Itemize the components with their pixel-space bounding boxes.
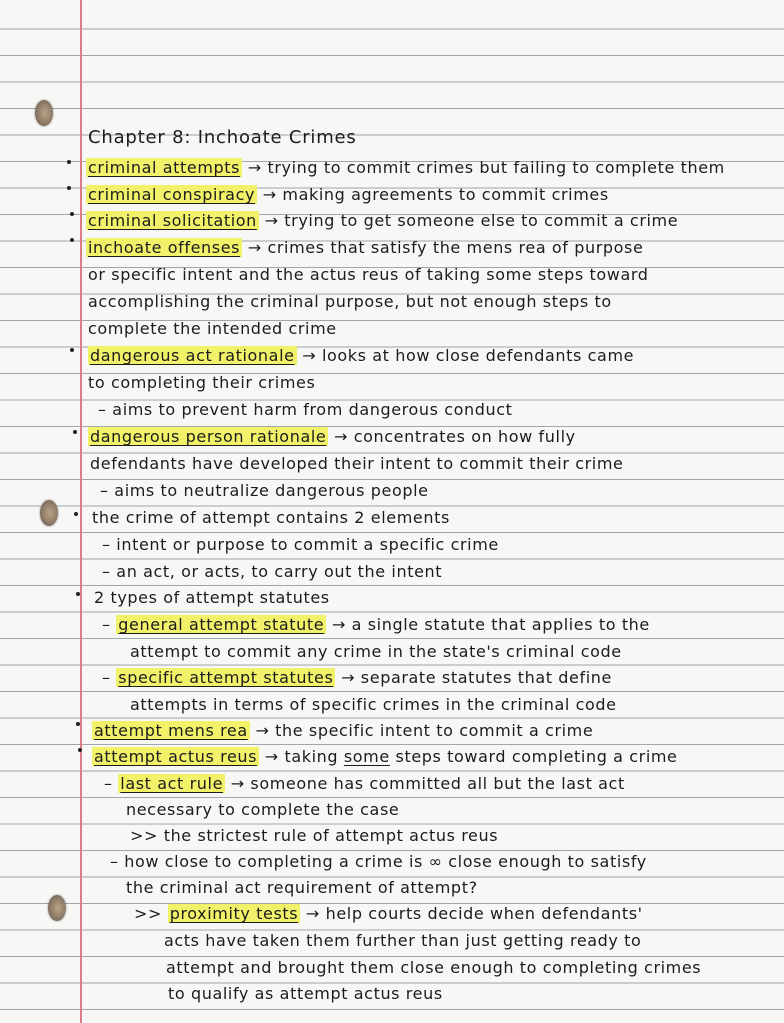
note-line: the criminal act requirement of attempt? — [126, 878, 478, 897]
note-line: >> the strictest rule of attempt actus reus — [130, 826, 499, 845]
definition: the specific intent to commit a crime — [269, 721, 594, 740]
highlighted-term: attempt mens rea — [94, 721, 248, 740]
note-line: – aims to prevent harm from dangerous conduct — [98, 400, 513, 419]
note-line — [104, 774, 625, 794]
dash: – — [102, 615, 117, 634]
highlighted-term: criminal conspiracy — [88, 185, 256, 204]
note-line: accomplishing the criminal purpose, but not enough steps to — [88, 292, 612, 311]
bullet-dot — [70, 212, 74, 216]
arrow: → — [255, 721, 270, 740]
definition: separate statutes that define — [355, 668, 612, 687]
highlighted-term: criminal attempts — [88, 158, 241, 177]
bullet-dot — [76, 592, 80, 596]
note-line: acts have taken them further than just getting ready to — [164, 931, 642, 950]
highlighted-term: proximity tests — [169, 904, 299, 923]
definition: a single statute that applies to the — [345, 615, 650, 634]
bullet-dot — [67, 186, 71, 190]
scribble-mark: ∞ — [428, 852, 443, 871]
note-line: necessary to complete the case — [126, 800, 400, 819]
note-line — [102, 615, 650, 635]
arrow: → — [341, 668, 356, 687]
definition: someone has committed all but the last act — [244, 774, 625, 793]
bullet-dot — [70, 238, 74, 242]
binder-hole — [35, 100, 53, 126]
margin-line — [80, 0, 82, 1023]
prefix: >> — [134, 904, 168, 923]
question-end: close enough to satisfy — [442, 852, 647, 871]
arrow: → — [305, 904, 320, 923]
highlighted-term: dangerous act rationale — [90, 346, 295, 365]
question-start: – how close to completing a crime is — [110, 852, 429, 871]
bullet-dot — [70, 348, 74, 352]
note-line: defendants have developed their intent to commit their crime — [90, 454, 624, 473]
definition: looks at how close defendants came — [316, 346, 635, 365]
arrow: → — [247, 158, 262, 177]
note-line: 2 types of attempt statutes — [94, 588, 330, 607]
highlighted-term: attempt actus reus — [94, 747, 258, 766]
note-line — [86, 185, 609, 205]
underlined-word: some — [343, 747, 390, 766]
bullet-dot — [73, 430, 77, 434]
note-line — [88, 346, 634, 366]
note-line: attempt and brought them close enough to completing crimes — [166, 958, 702, 977]
note-line — [86, 158, 725, 178]
note-line: attempt to commit any crime in the state's criminal code — [130, 642, 622, 661]
note-line — [92, 721, 593, 741]
highlighted-term: last act rule — [120, 774, 224, 793]
definition: concentrates on how fully — [348, 427, 576, 446]
note-line: – aims to neutralize dangerous people — [100, 481, 429, 500]
note-line — [88, 427, 576, 447]
arrow: → — [264, 747, 279, 766]
note-line — [86, 211, 678, 231]
highlighted-term: general attempt statute — [118, 615, 325, 634]
note-line: – an act, or acts, to carry out the intent — [102, 562, 443, 581]
definition: trying to commit crimes but failing to complete them — [261, 158, 725, 177]
dash: – — [102, 668, 117, 687]
page-title: Chapter 8: Inchoate Crimes — [88, 127, 357, 148]
note-line — [86, 238, 643, 258]
definition: trying to get someone else to commit a crime — [278, 211, 679, 230]
arrow: → — [262, 185, 277, 204]
note-line — [102, 668, 612, 688]
bullet-dot — [74, 512, 78, 516]
note-line: complete the intended crime — [88, 319, 337, 338]
note-line — [134, 904, 643, 924]
note-line: to completing their crimes — [88, 373, 316, 392]
arrow: → — [264, 211, 279, 230]
highlighted-term: inchoate offenses — [88, 238, 241, 257]
definition-end: steps toward completing a crime — [389, 747, 678, 766]
note-line — [92, 747, 678, 767]
note-line: – intent or purpose to commit a specific crime — [102, 535, 499, 554]
arrow: → — [230, 774, 245, 793]
bullet-dot — [76, 722, 80, 726]
highlighted-term: criminal solicitation — [88, 211, 257, 230]
highlighted-term: specific attempt statutes — [118, 668, 334, 687]
definition: crimes that satisfy the mens rea of purpose — [261, 238, 644, 257]
definition: making agreements to commit crimes — [276, 185, 609, 204]
bullet-dot — [78, 748, 82, 752]
dash: – — [104, 774, 119, 793]
note-line: or specific intent and the actus reus of taking some steps toward — [88, 265, 649, 284]
arrow: → — [334, 427, 349, 446]
arrow: → — [247, 238, 262, 257]
arrow: → — [331, 615, 346, 634]
highlighted-term: dangerous person rationale — [90, 427, 327, 446]
bullet-dot — [67, 160, 71, 164]
note-line — [110, 852, 647, 872]
note-line: to qualify as attempt actus reus — [168, 984, 443, 1003]
definition-start: taking — [278, 747, 344, 766]
note-line: the crime of attempt contains 2 elements — [92, 508, 450, 527]
definition: help courts decide when defendants' — [319, 904, 643, 923]
binder-hole — [48, 895, 66, 921]
arrow: → — [302, 346, 317, 365]
note-line: attempts in terms of specific crimes in the criminal code — [130, 695, 617, 714]
binder-hole — [40, 500, 58, 526]
